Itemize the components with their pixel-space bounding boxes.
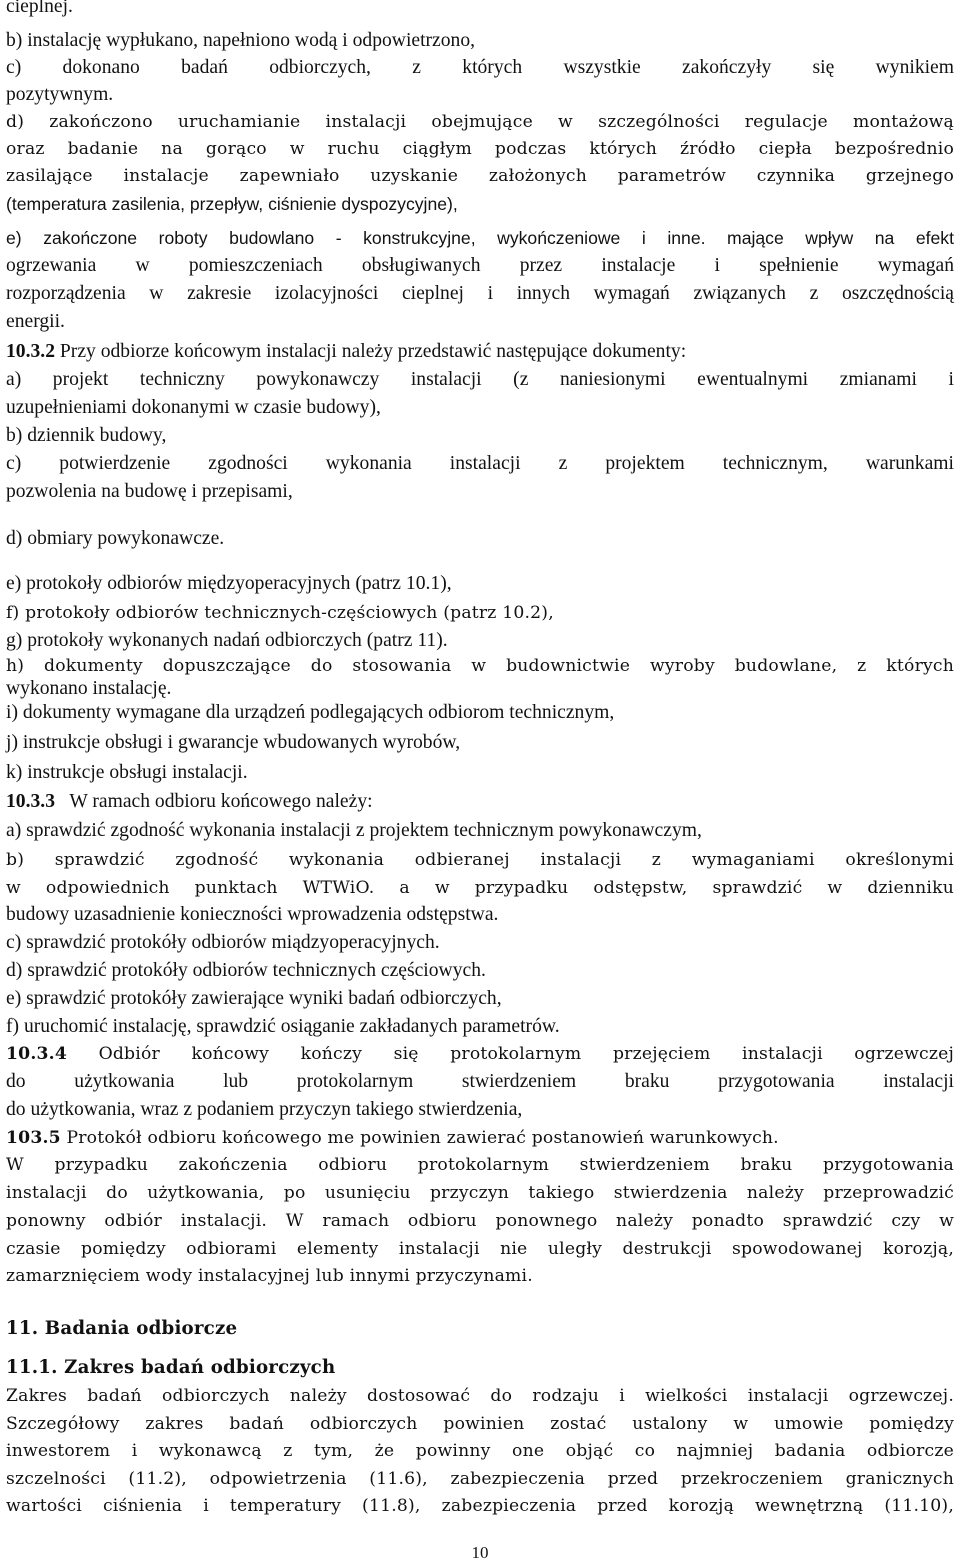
text-line: pozwolenia na budowę i przepisami,	[6, 481, 293, 502]
heading-11: 11. Badania odbiorcze	[6, 1318, 238, 1339]
text-line: W przypadku zakończenia odbioru protokolarnym stwierdzeniem braku przygotowania	[6, 1155, 954, 1175]
text-line: wykonano instalację.	[6, 678, 172, 699]
list-item-i: i) dokumenty wymagane dla urządzeń podlegających odbiorom technicznym,	[6, 702, 615, 723]
section-number: 103.5	[6, 1128, 61, 1148]
list-item-a: a) projekt techniczny powykonawczy instalacji (z naniesionymi ewentualnymi zmianami i	[6, 369, 954, 390]
section-text: Protokół odbioru końcowego me powinien zawierać postanowień warunkowych.	[66, 1128, 779, 1148]
list-item-b: b) dziennik budowy,	[6, 425, 167, 446]
list-item-h: h) dokumenty dopuszczające do stosowania w budownictwie wyroby budowlane, z których	[6, 656, 954, 676]
list-item-b: b) instalację wypłukano, napełniono wodą i odpowietrzono,	[6, 30, 476, 51]
list-item-a: a) sprawdzić zgodność wykonania instalacji z projektem technicznym powykonawczym,	[6, 820, 702, 841]
text-line: zamarznięciem wody instalacyjnej lub innymi przyczynami.	[6, 1266, 533, 1286]
text-line: ponowny odbiór instalacji. W ramach odbioru ponownego należy ponadto sprawdzić czy w	[6, 1211, 954, 1231]
text-line: budowy uzasadnienie konieczności wprowadzenia odstępstwa.	[6, 904, 499, 925]
text-line: czasie pomiędzy odbiorami elementy instalacji nie uległy destrukcji spowodowanej korozją,	[6, 1239, 954, 1259]
text-line: wartości ciśnienia i temperatury (11.8), zabezpieczenia przed korozją wewnętrzną (11.10),	[6, 1496, 954, 1516]
list-item-k: k) instrukcje obsługi instalacji.	[6, 762, 248, 783]
list-item-e: e) zakończone roboty budowlano - konstrukcyjne, wykończeniowe i inne. mające wpływ na efekt	[6, 228, 954, 248]
text-line: uzupełnieniami dokonanymi w czasie budowy),	[6, 397, 381, 418]
list-item-c: c) sprawdzić protokóły odbiorów miądzyoperacyjnych.	[6, 932, 440, 953]
text-line: (temperatura zasilenia, przepływ, ciśnienie dyspozycyjne),	[6, 194, 458, 214]
text-line: energii.	[6, 311, 65, 332]
text-line: do użytkowania, wraz z podaniem przyczyn takiego stwierdzenia,	[6, 1099, 523, 1120]
text-line: rozporządzenia w zakresie izolacyjności cieplnej i innych wymagań związanych z oszczędnością	[6, 283, 954, 304]
text-line: pozytywnym.	[6, 84, 114, 105]
list-item-f: f) uruchomić instalację, sprawdzić osiąganie zakładanych parametrów.	[6, 1016, 560, 1037]
list-item-e: e) sprawdzić protokóły zawierające wyniki badań odbiorczych,	[6, 988, 502, 1009]
list-item-f: f) protokoły odbiorów technicznych-częściowych (patrz 10.2),	[6, 603, 554, 623]
section-text: Przy odbiorze końcowym instalacji należy przedstawić następujące dokumenty:	[59, 341, 687, 362]
list-item-g: g) protokoły wykonanych nadań odbiorczych (patrz 11).	[6, 630, 448, 651]
heading-11-1: 11.1. Zakres badań odbiorczych	[6, 1357, 336, 1378]
text-line: ogrzewania w pomieszczeniach obsługiwanych przez instalacje i spełnienie wymagań	[6, 255, 954, 276]
section-number: 10.3.4	[6, 1044, 68, 1064]
text-line: do użytkowania lub protokolarnym stwierdzeniem braku przygotowania instalacji	[6, 1071, 954, 1092]
text-line: Szczegółowy zakres badań odbiorczych powinien zostać ustalony w umowie pomiędzy	[6, 1414, 954, 1434]
section-number: 10.3.2	[6, 341, 55, 362]
section-text: Odbiór końcowy kończy się protokolarnym przejęciem instalacji ogrzewczej	[98, 1044, 954, 1064]
page-number: 10	[471, 1543, 489, 1562]
list-item-d: d) zakończono uruchamianie instalacji obejmujące w szczególności regulacje montażową	[6, 112, 954, 132]
text-line: zasilające instalacje zapewniało uzyskanie założonych parametrów czynnika grzejnego	[6, 166, 954, 186]
text-line: szczelności (11.2), odpowietrzenia (11.6), zabezpieczenia przed przekroczeniem granicznych	[6, 1469, 954, 1489]
list-item-d: d) sprawdzić protokóły odbiorów technicznych częściowych.	[6, 960, 486, 981]
section-text: W ramach odbioru końcowego należy:	[69, 791, 373, 812]
text-line: cieplnej.	[6, 0, 73, 17]
text-line: instalacji do użytkowania, po usunięciu przyczyn takiego stwierdzenia należy przeprowadzić	[6, 1183, 954, 1203]
list-item-c: c) dokonano badań odbiorczych, z których wszystkie zakończyły się wynikiem	[6, 57, 954, 78]
list-item-b: b) sprawdzić zgodność wykonania odbieranej instalacji z wymaganiami określonymi	[6, 850, 954, 870]
text-line: Zakres badań odbiorczych należy dostosować do rodzaju i wielkości instalacji ogrzewczej.	[6, 1386, 954, 1406]
text-line: w odpowiednich punktach WTWiO. a w przypadku odstępstw, sprawdzić w dzienniku	[6, 878, 954, 898]
list-item-j: j) instrukcje obsługi i gwarancje wbudowanych wyrobów,	[6, 732, 461, 753]
section-10-3-2	[6, 339, 954, 365]
list-item-c: c) potwierdzenie zgodności wykonania instalacji z projektem technicznym, warunkami	[6, 453, 954, 474]
section-10-3-3	[6, 789, 954, 815]
text-line: inwestorem i wykonawcą z tym, że powinny one objąć co najmniej badania odbiorcze	[6, 1441, 954, 1461]
section-10-3-4	[6, 1041, 954, 1067]
list-item-e: e) protokoły odbiorów międzyoperacyjnych (patrz 10.1),	[6, 573, 452, 594]
text-line: oraz badanie na gorąco w ruchu ciągłym podczas których źródło ciepła bezpośrednio	[6, 139, 954, 159]
section-10-3-5	[6, 1125, 954, 1151]
section-number: 10.3.3	[6, 791, 55, 812]
list-item-d: d) obmiary powykonawcze.	[6, 528, 225, 549]
